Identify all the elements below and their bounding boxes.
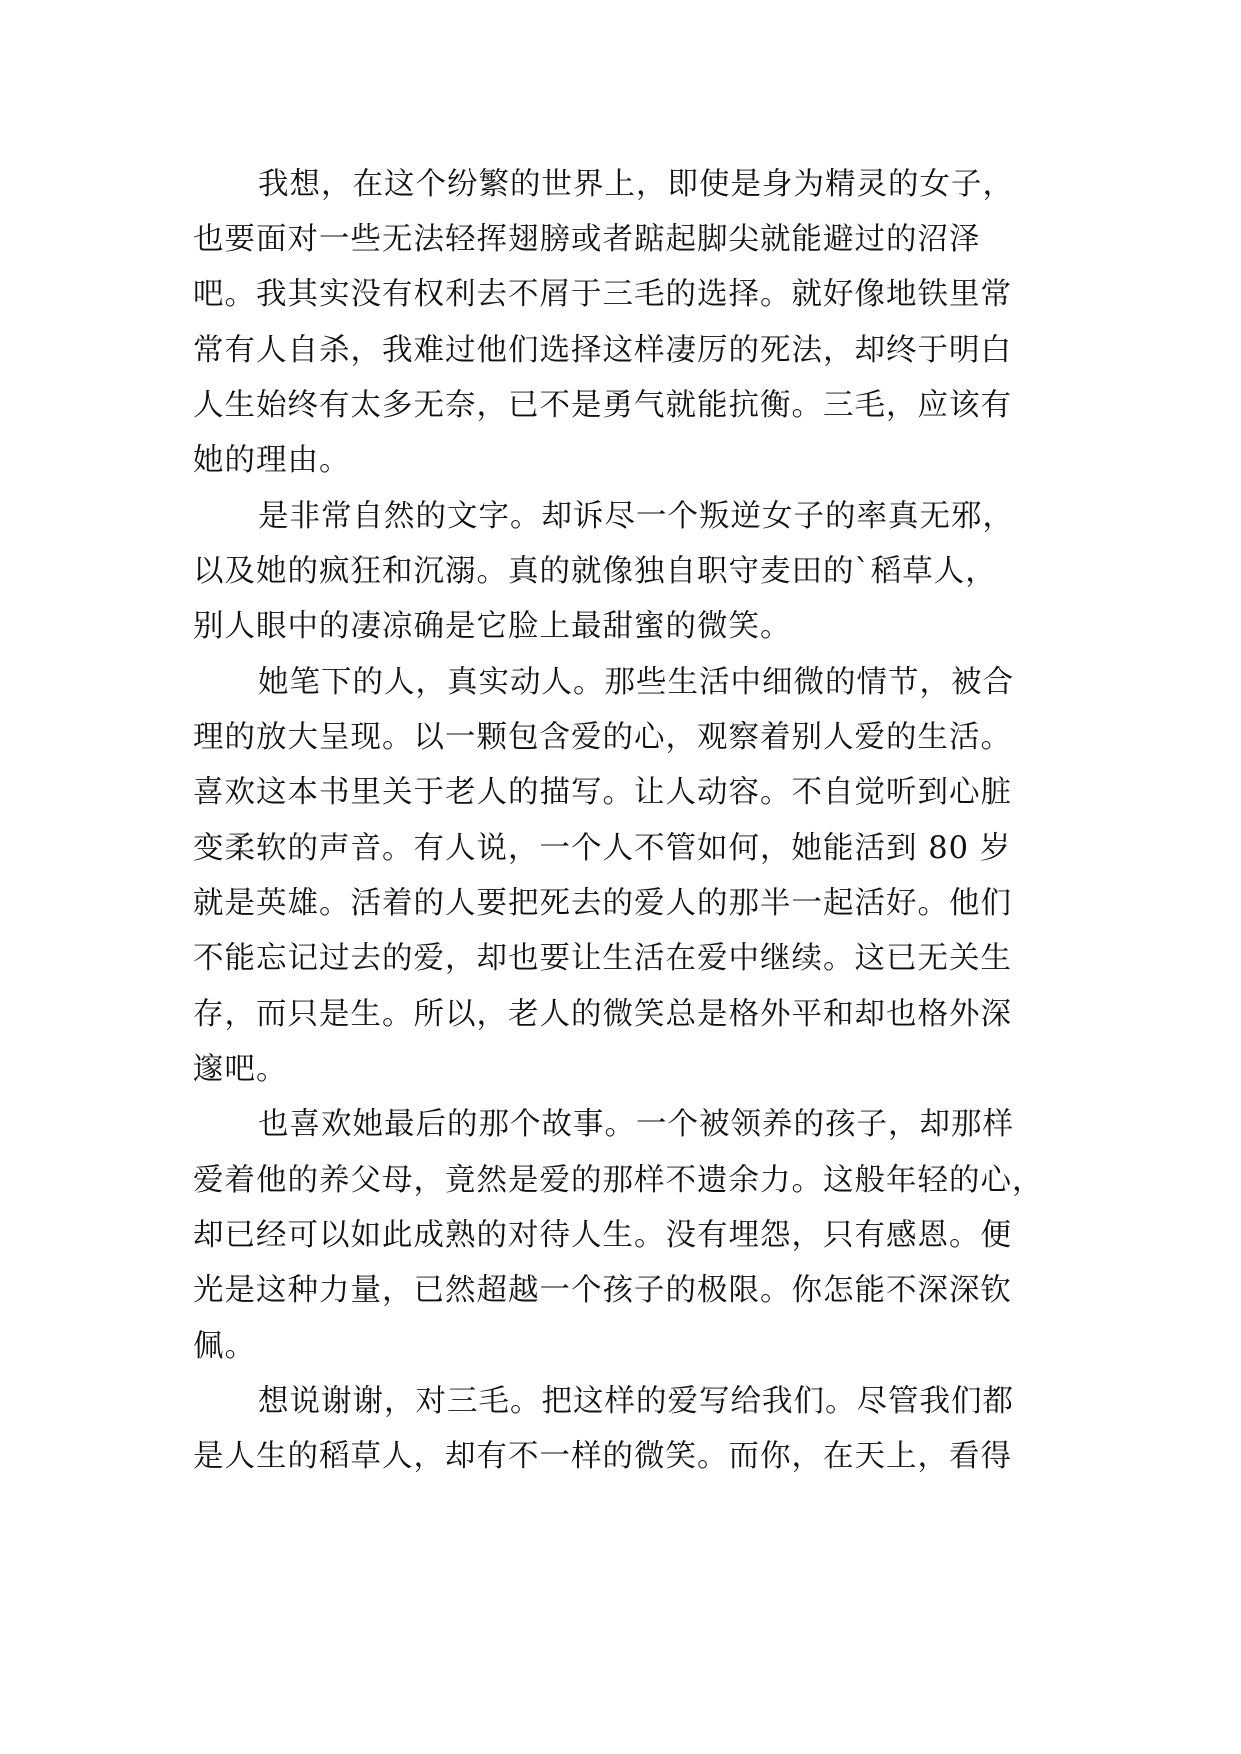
text-line: 变柔软的声音。有人说，一个人不管如何，她能活到 80 岁 <box>193 831 1012 866</box>
text-line: 想说谢谢，对三毛。把这样的爱写给我们。尽管我们都 <box>258 1384 1014 1419</box>
text-line: 她笔下的人，真实动人。那些生活中细微的情节，被合 <box>258 665 1014 700</box>
text-line: 也喜欢她最后的那个故事。一个被领养的孩子，却那样 <box>258 1107 1014 1142</box>
text-line: 不能忘记过去的爱，却也要让生活在爱中继续。这已无关生 <box>193 941 1012 976</box>
text-line: 以及她的疯狂和沉溺。真的就像独自职守麦田的`稻草人， <box>193 554 997 589</box>
text-line: 存，而只是生。所以，老人的微笑总是格外平和却也格外深 <box>193 997 1012 1032</box>
text-line: 光是这种力量，已然超越一个孩子的极限。你怎能不深深钦 <box>193 1273 1012 1308</box>
text-line: 却已经可以如此成熟的对待人生。没有埋怨，只有感恩。便 <box>193 1218 1012 1253</box>
text-line: 别人眼中的凄凉确是它脸上最甜蜜的微笑。 <box>193 609 792 644</box>
text-line: 邃吧。 <box>193 1052 288 1087</box>
text-line: 佩。 <box>193 1329 256 1364</box>
text-line: 理的放大呈现。以一颗包含爱的心，观察着别人爱的生活。 <box>193 720 1012 755</box>
text-line: 吧。我其实没有权利去不屑于三毛的选择。就好像地铁里常 <box>193 277 1012 312</box>
text-line: 人生始终有太多无奈，已不是勇气就能抗衡。三毛，应该有 <box>193 388 1012 423</box>
text-line: 就是英雄。活着的人要把死去的爱人的那半一起活好。他们 <box>193 886 1012 921</box>
text-line: 她的理由。 <box>193 443 351 478</box>
text-line: 也要面对一些无法轻挥翅膀或者踮起脚尖就能避过的沼泽 <box>193 222 981 257</box>
text-line: 我想，在这个纷繁的世界上，即使是身为精灵的女子， <box>258 167 1014 202</box>
text-line: 喜欢这本书里关于老人的描写。让人动容。不自觉听到心脏 <box>193 775 1012 810</box>
text-line: 常有人自杀，我难过他们选择这样凄厉的死法，却终于明白 <box>193 333 1012 368</box>
text-line: 是人生的稻草人，却有不一样的微笑。而你，在天上，看得 <box>193 1439 1012 1474</box>
text-line: 是非常自然的文字。却诉尽一个叛逆女子的率真无邪， <box>258 499 1014 534</box>
text-line: 爱着他的养父母，竟然是爱的那样不遗余力。这般年轻的心， <box>193 1163 1044 1198</box>
